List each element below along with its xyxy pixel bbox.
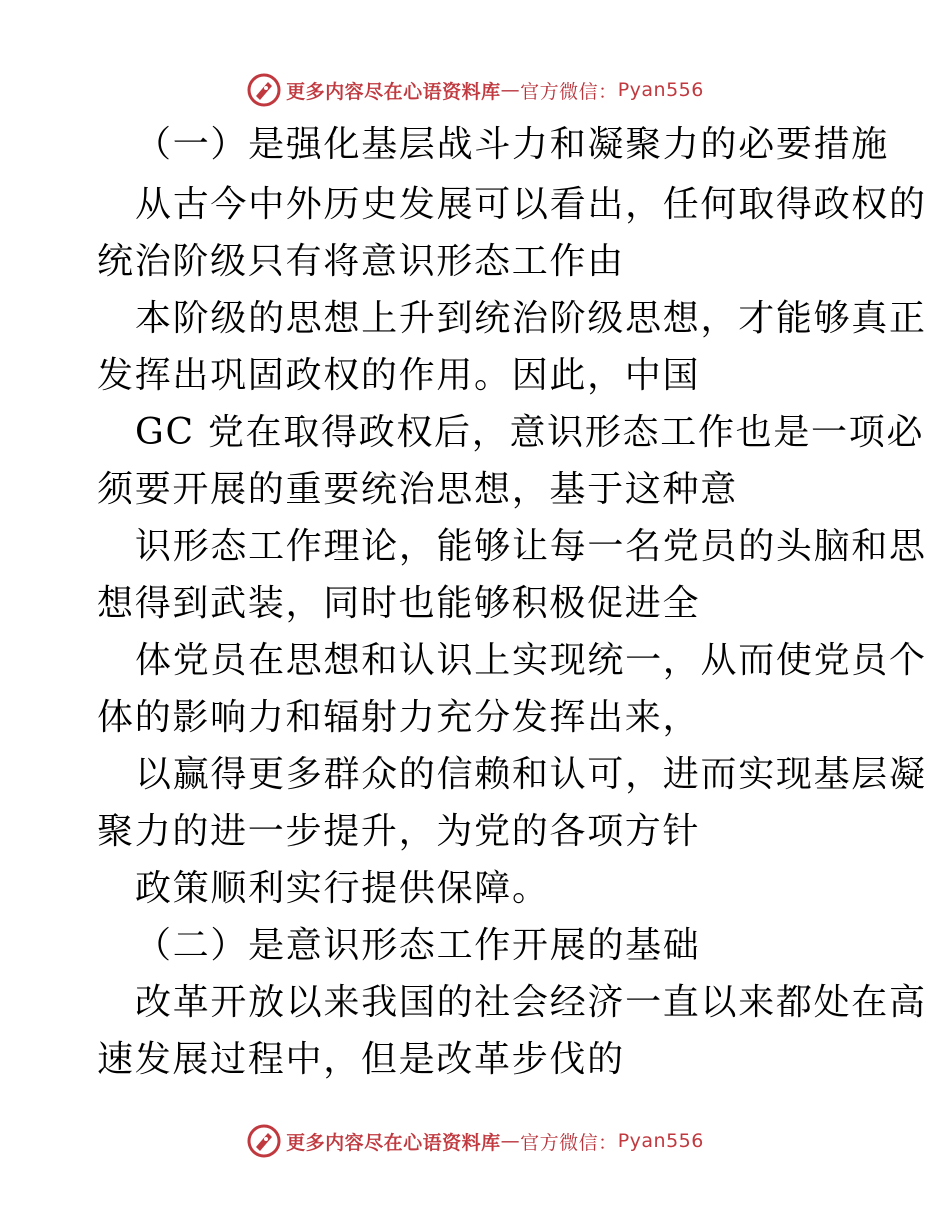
footer-watermark	[0, 1121, 950, 1161]
paragraph-line: 体的影响力和辐射力充分发挥出来，	[97, 697, 701, 738]
paragraph-line: 速发展过程中，但是改革步伐的	[97, 1039, 625, 1080]
section-heading-1: （一）是强化基层战斗力和凝聚力的必要措施	[135, 124, 890, 165]
paragraph-line: 体党员在思想和认识上实现统一，从而使党员个	[135, 640, 927, 681]
watermark-official-label: 官方微信：	[520, 1131, 618, 1154]
watermark-wechat-id: Pyan556	[617, 1130, 704, 1152]
paragraph-line: 须要开展的重要统治思想，基于这种意	[97, 469, 738, 510]
paragraph-line: 统治阶级只有将意识形态工作由	[97, 241, 625, 282]
paragraph-line: GC 党在取得政权后，意识形态工作也是一项必	[135, 412, 925, 453]
watermark-wechat-id: Pyan556	[617, 79, 704, 101]
watermark-dash: —	[500, 1130, 521, 1152]
paragraph-line: 从古今中外历史发展可以看出，任何取得政权的	[135, 184, 927, 225]
paragraph-line: 聚力的进一步提升，为党的各项方针	[97, 811, 701, 852]
watermark-brand: 更多内容尽在心语资料库	[286, 1131, 501, 1154]
pen-nib-logo-icon	[246, 1123, 282, 1159]
paragraph-line: 以赢得更多群众的信赖和认可，进而实现基层凝	[135, 754, 927, 795]
paragraph-line: 发挥出巩固政权的作用。因此，中国	[97, 355, 701, 396]
paragraph-line: 识形态工作理论，能够让每一名党员的头脑和思	[135, 526, 927, 567]
paragraph-line: 改革开放以来我国的社会经济一直以来都处在高	[135, 982, 927, 1023]
watermark-dash: —	[500, 79, 521, 101]
section-heading-2: （二）是意识形态工作开展的基础	[135, 925, 701, 966]
paragraph-line: 政策顺利实行提供保障。	[135, 868, 550, 909]
watermark-official-label: 官方微信：	[520, 80, 618, 103]
paragraph-line: 想得到武装，同时也能够积极促进全	[97, 583, 701, 624]
paragraph-line: 本阶级的思想上升到统治阶级思想，才能够真正	[135, 298, 927, 339]
watermark-brand: 更多内容尽在心语资料库	[286, 80, 501, 103]
